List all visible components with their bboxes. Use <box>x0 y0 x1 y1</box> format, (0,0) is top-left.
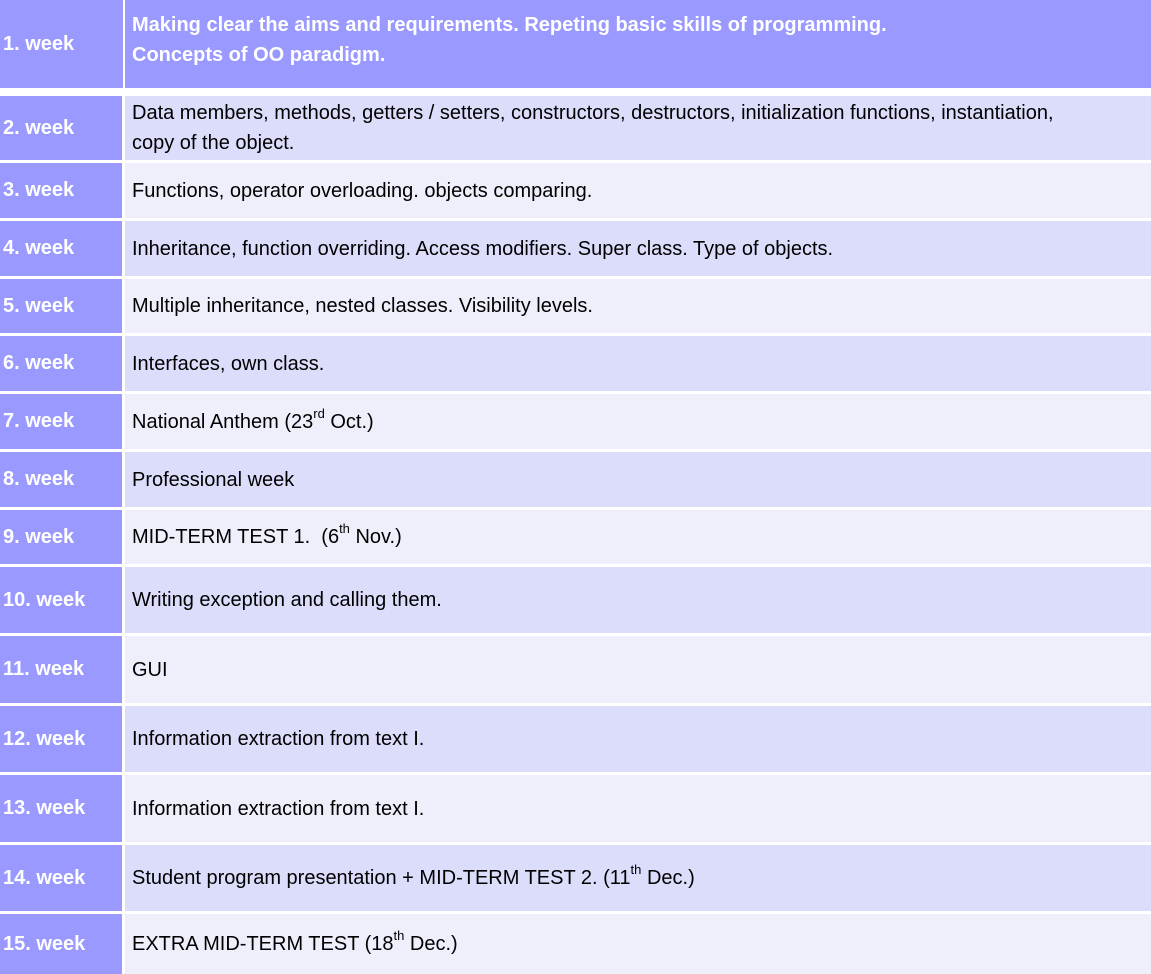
table-row <box>0 0 1151 88</box>
week-topic: Information extraction from text I. <box>125 775 1151 842</box>
week-topic: Functions, operator overloading. objects comparing. <box>125 163 1151 218</box>
table-row <box>0 336 1151 391</box>
topic-line: Data members, methods, getters / setters, constructors, destructors, initialization functions, instantiation, <box>132 102 1054 124</box>
week-topic: Multiple inheritance, nested classes. Visibility levels. <box>125 279 1151 333</box>
topic-text: National Anthem (23rd Oct.) <box>132 405 374 433</box>
week-label: 1. week <box>0 0 125 88</box>
week-label: 12. week <box>0 706 125 772</box>
week-label: 9. week <box>0 510 125 564</box>
topic-text: EXTRA MID-TERM TEST (18th Dec.) <box>132 928 458 955</box>
table-row <box>0 636 1151 703</box>
week-topic: GUI <box>125 636 1151 703</box>
week-label: 13. week <box>0 775 125 842</box>
table-row <box>0 279 1151 333</box>
week-topic: Writing exception and calling them. <box>125 567 1151 633</box>
week-topic <box>125 96 1151 160</box>
week-label: 2. week <box>0 96 125 160</box>
week-topic <box>125 914 1151 974</box>
table-row <box>0 914 1151 974</box>
table-row <box>0 394 1151 449</box>
topic-line: Making clear the aims and requirements. Repeting basic skills of programming. <box>132 14 887 36</box>
table-row <box>0 452 1151 507</box>
week-topic <box>125 845 1151 911</box>
table-row <box>0 96 1151 160</box>
week-topic: Information extraction from text I. <box>125 706 1151 772</box>
table-row <box>0 510 1151 564</box>
week-label: 15. week <box>0 914 125 974</box>
table-row <box>0 845 1151 911</box>
week-label: 7. week <box>0 394 125 449</box>
table-row <box>0 775 1151 842</box>
week-label: 5. week <box>0 279 125 333</box>
week-topic: Inheritance, function overriding. Access modifiers. Super class. Type of objects. <box>125 221 1151 276</box>
week-label: 14. week <box>0 845 125 911</box>
week-topic <box>125 394 1151 449</box>
table-row <box>0 163 1151 218</box>
week-topic <box>125 0 1151 88</box>
topic-text: Student program presentation + MID-TERM TEST 2. (11th Dec.) <box>132 862 695 889</box>
week-label: 3. week <box>0 163 125 218</box>
week-label: 4. week <box>0 221 125 276</box>
topic-line: copy of the object. <box>132 132 295 154</box>
table-row <box>0 706 1151 772</box>
week-label: 6. week <box>0 336 125 391</box>
week-topic: Interfaces, own class. <box>125 336 1151 391</box>
table-row <box>0 221 1151 276</box>
topic-line: Concepts of OO paradigm. <box>132 44 386 66</box>
week-label: 8. week <box>0 452 125 507</box>
table-row <box>0 567 1151 633</box>
topic-text: MID-TERM TEST 1. (6th Nov.) <box>132 521 402 548</box>
week-label: 10. week <box>0 567 125 633</box>
week-topic: Professional week <box>125 452 1151 507</box>
week-topic <box>125 510 1151 564</box>
week-label: 11. week <box>0 636 125 703</box>
